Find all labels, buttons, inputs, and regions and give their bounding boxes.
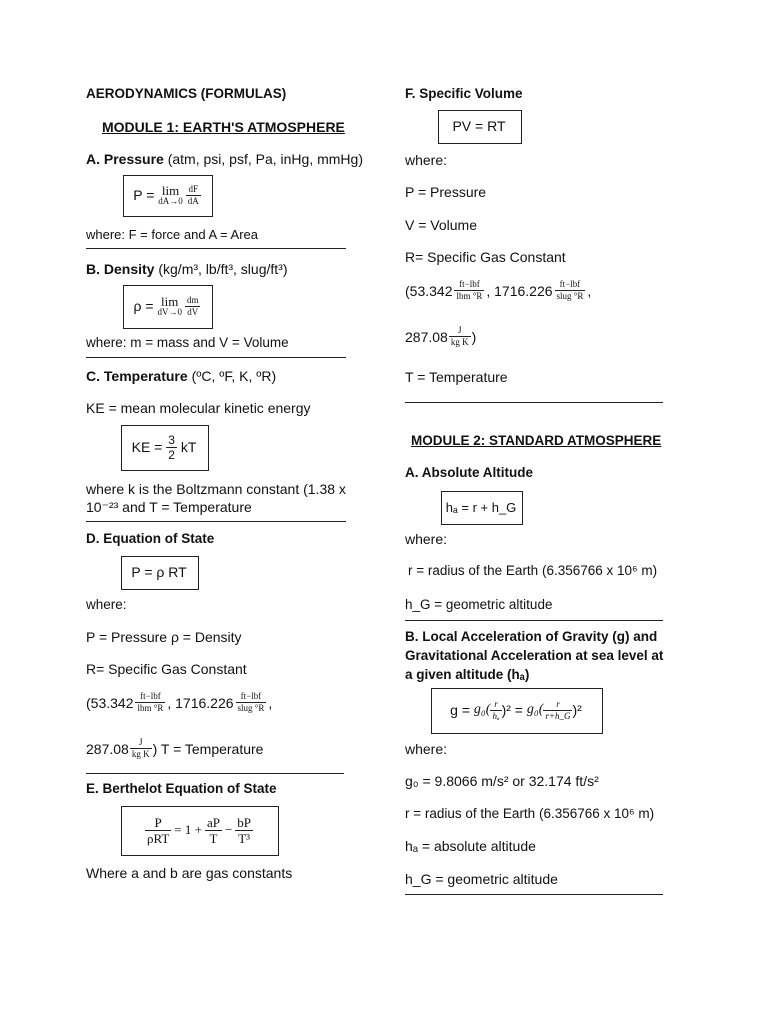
state-formula: P = ρ RT — [131, 564, 187, 580]
si-gas-constant-unit: $\frac{J}{\text{kg K}}$ — [450, 325, 469, 347]
specific-volume-heading: F. Specific Volume — [405, 86, 523, 101]
absolute-altitude-formula: hₐ = r + h_G — [445, 499, 517, 515]
aa-geometric-altitude: h_G = geometric altitude — [405, 597, 553, 612]
slug-gas-constant-unit: $\frac{\text{ft−lbf}}{\text{slug °R}}$ — [237, 691, 265, 713]
sv-constants-line-2: 287.08 $\frac{J}{\text{kg K}}$ ) — [405, 325, 477, 347]
berthelot-term-2: $\frac{bP}{\text{T³}}$ — [237, 814, 252, 846]
divider — [86, 521, 346, 522]
pressure-formula — [123, 175, 211, 215]
density-where: where: m = mass and V = Volume — [86, 335, 289, 350]
density-heading-line — [86, 261, 287, 277]
divider — [405, 894, 663, 895]
state-gas-constant: R= Specific Gas Constant — [86, 661, 247, 677]
pressure-fraction: $\frac{dF}{dA}$ — [187, 183, 199, 206]
sv-constants-line-1: (53.342 $\frac{\text{ft−lbf}}{\text{lbm °R}}$ , 1716.226 $\frac{\text{ft−lbf}}{\text{slug °R}}$ , — [405, 279, 592, 301]
temperature-units: (ºC, ºF, K, ºR) — [191, 368, 277, 384]
state-constants-line-1: (53.342 $\frac{\text{ft−lbf}}{\text{lbm °R}}$ , 1716.226 $\frac{\text{ft−lbf}}{\text{slug °R}}$ , — [86, 691, 273, 713]
state-pressure-density: P = Pressure ρ = Density — [86, 629, 242, 645]
boltzmann-line-2: 10⁻²³ and T = Temperature — [86, 499, 252, 515]
gravity-heading-line-1: B. Local Acceleration of Gravity (g) and — [405, 629, 658, 644]
gravity-geometric-altitude: h_G = geometric altitude — [405, 871, 558, 887]
gravity-heading-line-3: a given altitude (hₐ) — [405, 667, 530, 682]
pressure-heading: A. Pressure — [86, 151, 164, 167]
berthelot-formula: $\frac{P}{\text{ρRT}}$ = 1 + $\frac{aP}{T}$ − $\frac{bP}{\text{T³}}$ — [146, 814, 252, 846]
boltzmann-line-1: where k is the Boltzmann constant (1.38 x — [86, 481, 346, 497]
sv-gas-constant: R= Specific Gas Constant — [405, 249, 566, 265]
ke-rhs: kT — [180, 439, 197, 455]
imperial-gas-constant-unit: $\frac{\text{ft−lbf}}{\text{lbm °R}}$ — [137, 691, 164, 713]
gravity-absolute-altitude: hₐ = absolute altitude — [405, 838, 536, 854]
density-formula — [123, 285, 211, 327]
gravity-g0: g₀ = 9.8066 m/s² or 32.174 ft/s² — [405, 773, 599, 789]
module1-title: MODULE 1: EARTH'S ATMOSPHERE — [102, 119, 345, 135]
berthelot-note: Where a and b are gas constants — [86, 865, 293, 881]
limit-operator: lim dA→0 — [158, 183, 183, 206]
pressure-units: (atm, psi, psf, Pa, inHg, mmHg) — [167, 151, 363, 167]
berthelot-heading: E. Berthelot Equation of State — [86, 781, 277, 796]
aa-radius: r = radius of the Earth (6.356766 x 10⁶ m) — [408, 563, 658, 578]
state-constants-line-2: 287.08 $\frac{J}{\text{kg K}}$ ) T = Temperature — [86, 737, 264, 759]
ke-definition: KE = mean molecular kinetic energy — [86, 400, 311, 416]
pressure-heading-line — [86, 151, 363, 167]
pressure-where: where: F = force and A = Area — [86, 227, 258, 242]
sv-volume: V = Volume — [405, 217, 477, 233]
state-where: where: — [86, 597, 127, 612]
module2-title: MODULE 2: STANDARD ATMOSPHERE — [411, 433, 662, 448]
slug-gas-constant-unit: $\frac{\text{ft−lbf}}{\text{slug °R}}$ — [556, 279, 584, 301]
berthelot-term-1: $\frac{aP}{T}$ — [206, 814, 220, 846]
si-gas-constant-unit: $\frac{J}{\text{kg K}}$ — [131, 737, 150, 759]
density-fraction: $\frac{dm}{dV}$ — [186, 294, 199, 317]
gravity-heading-line-2: Gravitational Acceleration at sea level at — [405, 648, 664, 663]
divider — [86, 357, 346, 358]
density-lhs: ρ = — [133, 298, 154, 314]
imperial-gas-constant-unit: $\frac{\text{ft−lbf}}{\text{lbm °R}}$ — [456, 279, 483, 301]
divider — [86, 248, 346, 249]
r-over-ha-fraction: $\frac{r}{\text{hₐ}}$ — [492, 698, 500, 721]
sv-temperature: T = Temperature — [405, 369, 508, 385]
temperature-heading-line — [86, 368, 276, 384]
document-title: AERODYNAMICS (FORMULAS) — [86, 86, 287, 101]
density-units: (kg/m³, lb/ft³, slug/ft³) — [158, 261, 288, 277]
temperature-heading: C. Temperature — [86, 368, 188, 384]
divider — [86, 773, 344, 774]
sv-where: where: — [405, 152, 448, 168]
r-over-r-plus-hg-fraction: $\frac{r}{r+h\_G}$ — [545, 698, 571, 721]
gravity-radius: r = radius of the Earth (6.356766 x 10⁶ m) — [405, 806, 655, 821]
gravity-where: where: — [405, 741, 448, 757]
limit-operator: lim dV→0 — [157, 294, 182, 317]
pressure-lhs: P = — [133, 187, 155, 203]
ke-formula — [121, 425, 207, 469]
aa-where: where: — [405, 531, 448, 547]
sv-pressure: P = Pressure — [405, 184, 487, 200]
berthelot-lhs-fraction: $\frac{P}{\text{ρRT}}$ — [146, 814, 170, 846]
density-heading: B. Density — [86, 261, 155, 277]
specific-volume-formula: PV = RT — [452, 118, 506, 134]
three-halves-fraction: $\frac{3}{2}$ — [168, 432, 175, 462]
absolute-altitude-heading: A. Absolute Altitude — [405, 465, 533, 480]
ke-lhs: KE = — [131, 439, 163, 455]
gravity-formula: g = g₀( $\frac{r}{\text{hₐ}}$ )² = g₀( $\frac{r}{r+h\_G}$ )² — [450, 698, 582, 721]
divider — [405, 402, 663, 403]
divider — [405, 620, 663, 621]
state-heading: D. Equation of State — [86, 531, 215, 546]
